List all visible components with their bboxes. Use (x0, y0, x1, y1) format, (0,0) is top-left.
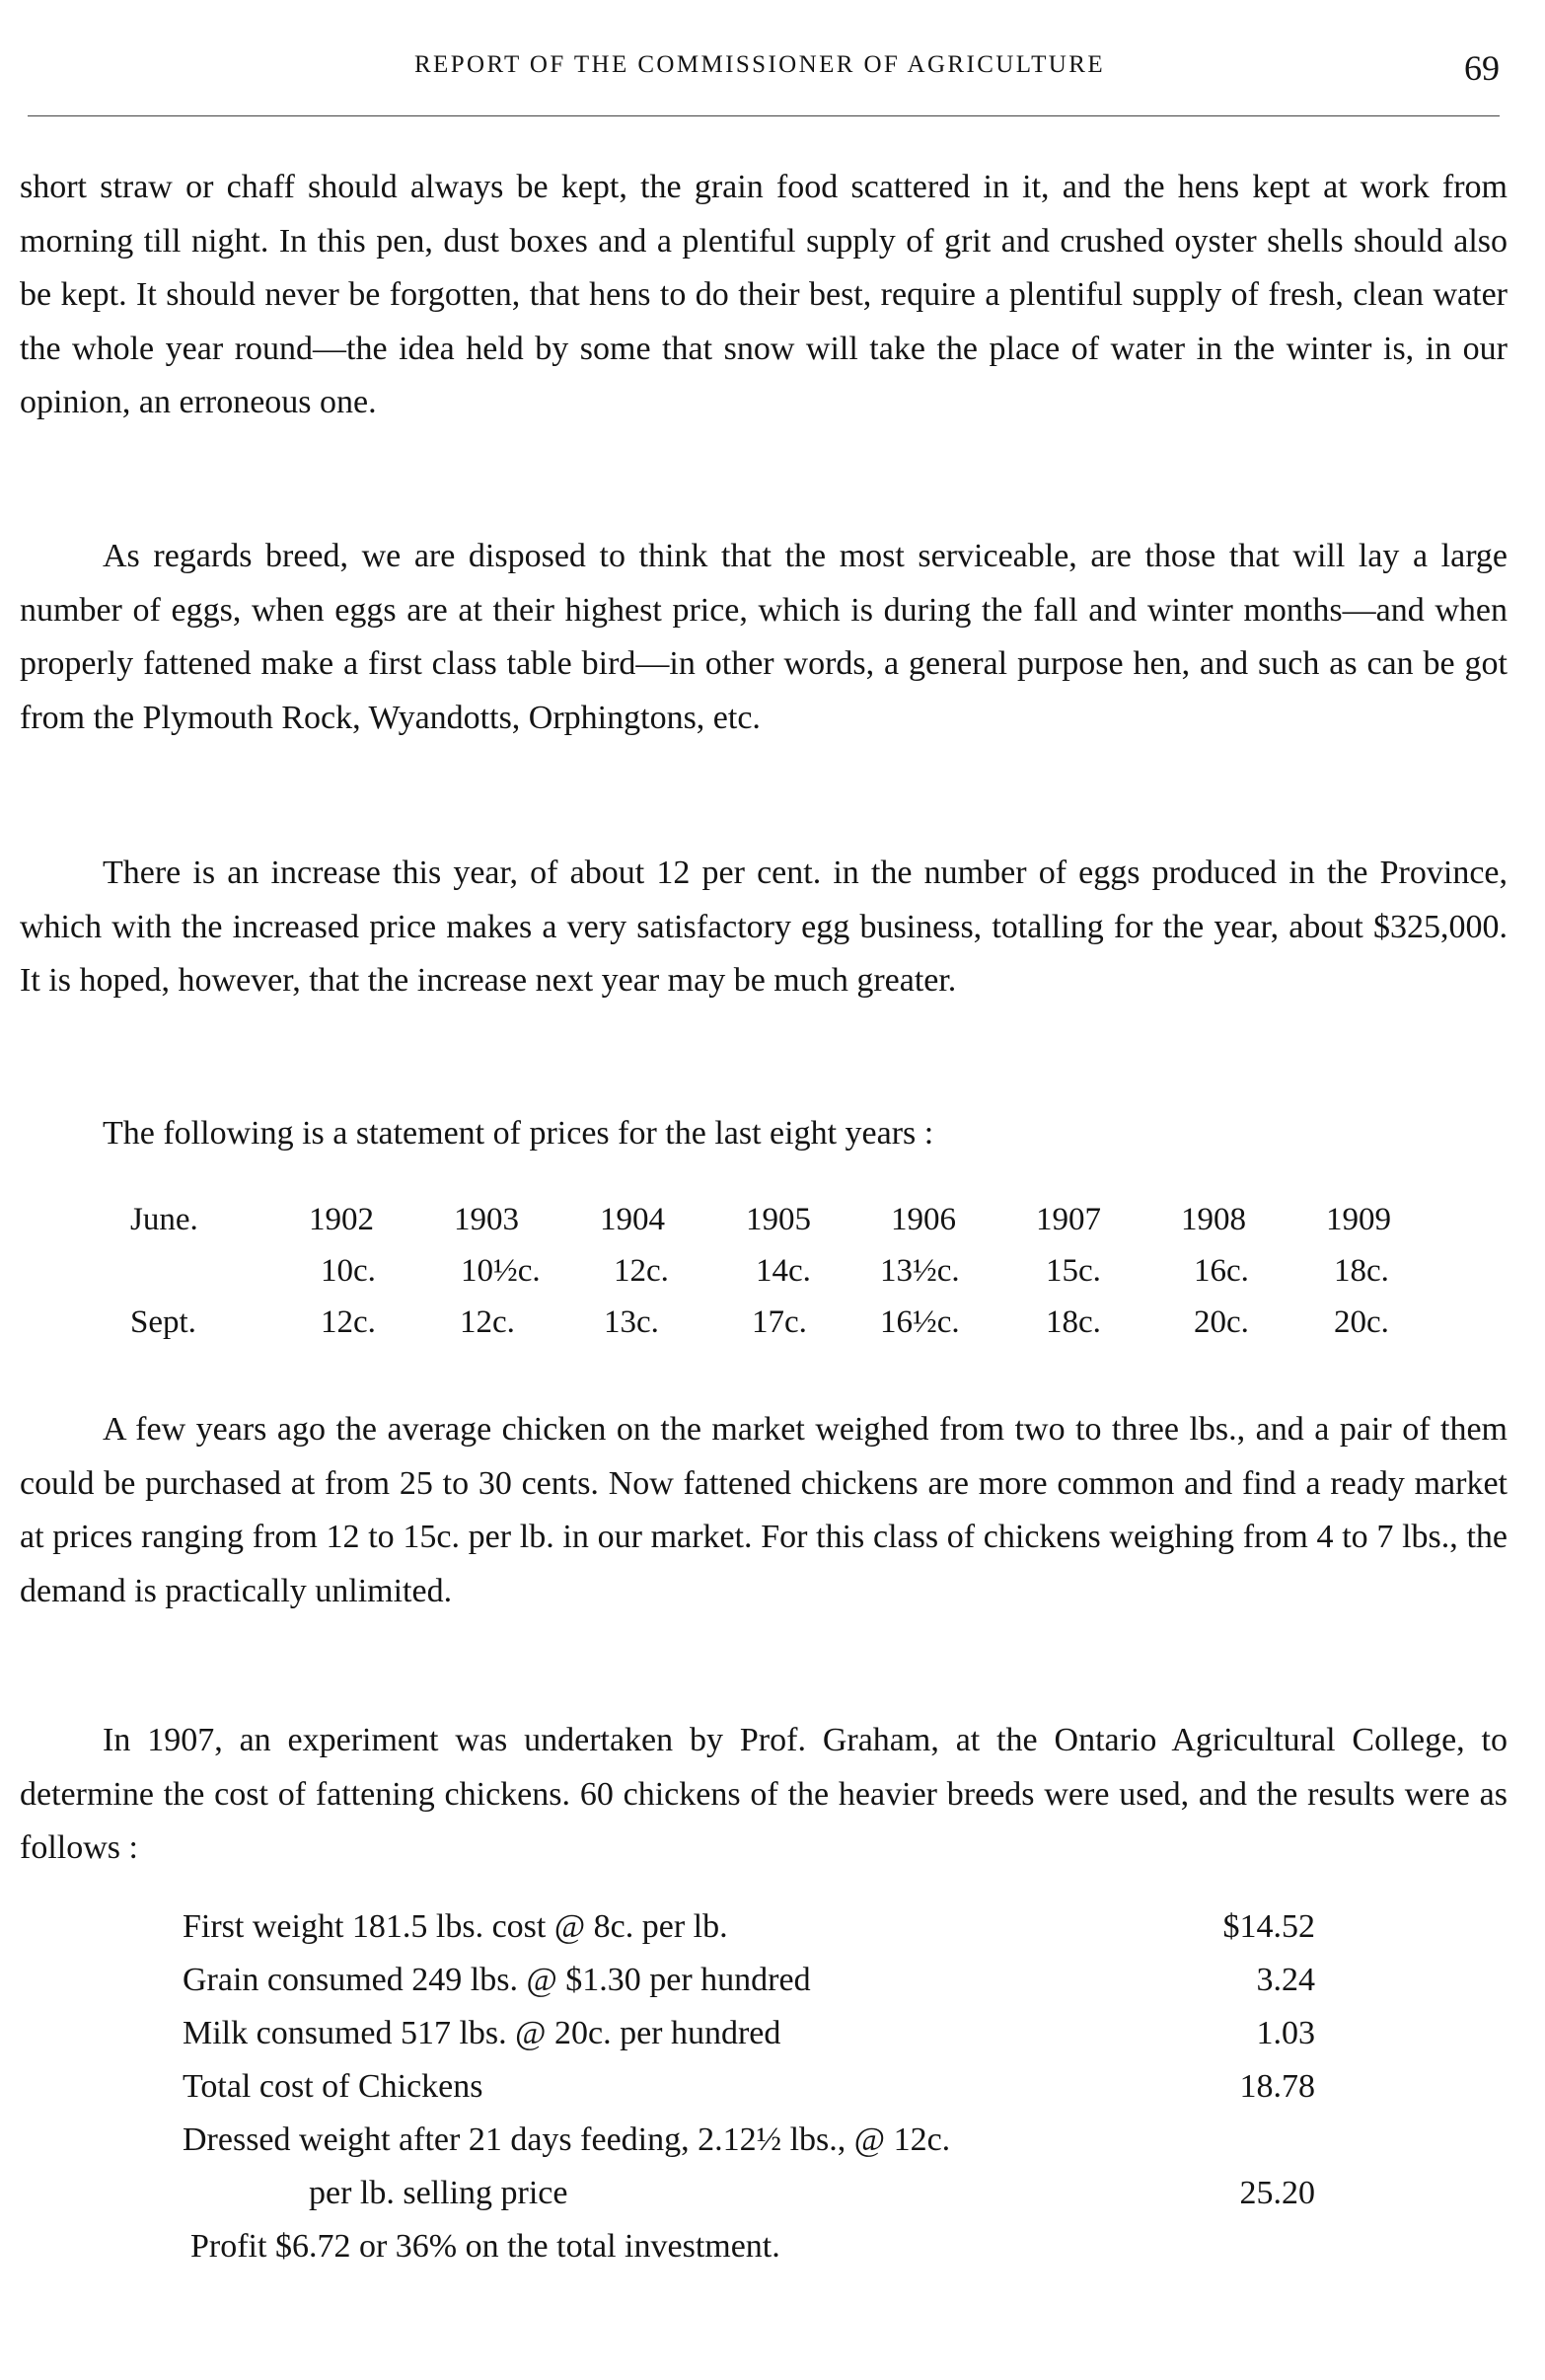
year-cell: 1903 (454, 1202, 519, 1237)
june-price-cell: 10½c. (461, 1253, 541, 1289)
cost-amount: $14.52 (1222, 1908, 1315, 1945)
cost-description: per lb. selling price (309, 2175, 568, 2211)
row-label-sept: Sept. (130, 1304, 196, 1340)
cost-row (183, 2015, 1366, 2068)
running-head (20, 48, 1500, 91)
sept-price-cell: 18c. (1046, 1304, 1101, 1340)
cost-description: Total cost of Chickens (183, 2068, 483, 2105)
cost-row (183, 1962, 1366, 2015)
year-cell: 1904 (600, 1202, 665, 1237)
profit-row (183, 2228, 1366, 2281)
cost-description: Milk consumed 517 lbs. @ 20c. per hundred (183, 2015, 781, 2051)
sept-price-cell: 16½c. (880, 1304, 960, 1340)
cost-amount: 3.24 (1256, 1962, 1315, 1998)
june-price-cell: 16c. (1194, 1253, 1249, 1289)
year-cell: 1907 (1036, 1202, 1101, 1237)
sept-price-cell: 20c. (1334, 1304, 1389, 1340)
june-price-cell: 18c. (1334, 1253, 1389, 1289)
cost-description: Grain consumed 249 lbs. @ $1.30 per hundred (183, 1962, 811, 1998)
price-row-years (20, 1202, 1500, 1247)
price-row-sept (20, 1304, 1500, 1350)
paragraph-continuation: short straw or chaff should always be kept, the grain food scattered in it, and the hens kept at work from morning till night. In this pen, dust boxes and a plentiful supply of grit and crushed oyster shells should also be kept. It should never be forgotten, that hens to do their best, require a plentiful supply of fresh, clean water the whole year round—the idea held by some that snow will take the place of water in the winter is, in our opinion, an erroneous one. (20, 169, 1508, 420)
cost-row (183, 2068, 1366, 2121)
page-number: 69 (1464, 48, 1500, 88)
cost-description: First weight 181.5 lbs. cost @ 8c. per lb. (183, 1908, 728, 1945)
june-price-cell: 14c. (756, 1253, 811, 1289)
paragraph-prices-intro: The following is a statement of prices for the last eight years : (103, 1115, 934, 1152)
sept-price-cell: 12c. (321, 1304, 376, 1340)
cost-row (183, 2121, 1366, 2175)
cost-row (183, 2175, 1366, 2228)
sept-price-cell: 17c. (752, 1304, 807, 1340)
price-row-june (20, 1253, 1500, 1299)
sept-price-cell: 20c. (1194, 1304, 1249, 1340)
year-cell: 1909 (1326, 1202, 1391, 1237)
header-rule (28, 115, 1500, 116)
paragraph-experiment: In 1907, an experiment was undertaken by Prof. Graham, at the Ontario Agricultural College, to determine the cost of fattening chickens. 60 chickens of the heavier breeds were used, and the results were as follows : (20, 1722, 1508, 1866)
paragraph-breed: As regards breed, we are disposed to think that the most serviceable, are those that will lay a large number of eggs, when eggs are at their highest price, which is during the fall and winter months—and when properly fattened make a first class table bird—in other words, a general purpose hen, and such as can be got from the Plymouth Rock, Wyandotts, Orphingtons, etc. (20, 538, 1508, 736)
june-price-cell: 10c. (321, 1253, 376, 1289)
cost-amount: 25.20 (1239, 2175, 1315, 2211)
sept-price-cell: 12c. (460, 1304, 515, 1340)
profit-statement: Profit $6.72 or 36% on the total investment. (190, 2228, 780, 2265)
cost-row (183, 1908, 1366, 1962)
year-cell: 1906 (891, 1202, 956, 1237)
june-price-cell: 12c. (614, 1253, 669, 1289)
june-price-cell: 13½c. (880, 1253, 960, 1289)
paragraph-eggs: There is an increase this year, of about 12 per cent. in the number of eggs produced in the Province, which with the increased price makes a very satisfactory egg business, totalling for the year, about $325,000. It is hoped, however, that the increase next year may be much greater. (20, 855, 1508, 999)
sept-price-cell: 13c. (604, 1304, 659, 1340)
running-title: REPORT OF THE COMMISSIONER OF AGRICULTURE (413, 51, 1105, 78)
year-cell: 1905 (746, 1202, 811, 1237)
cost-amount: 18.78 (1239, 2068, 1315, 2105)
paragraph-market: A few years ago the average chicken on the market weighed from two to three lbs., and a pair of them could be purchased at from 25 to 30 cents. Now fattened chickens are more common and find a ready market at prices ranging from 12 to 15c. per lb. in our market. For this class of chickens weighing from 4 to 7 lbs., the demand is practically unlimited. (20, 1411, 1508, 1609)
cost-description: Dressed weight after 21 days feeding, 2.12½ lbs., @ 12c. (183, 2121, 951, 2158)
year-cell: 1908 (1181, 1202, 1246, 1237)
row-label-june: June. (130, 1202, 198, 1237)
year-cell: 1902 (309, 1202, 374, 1237)
june-price-cell: 15c. (1046, 1253, 1101, 1289)
cost-amount: 1.03 (1256, 2015, 1315, 2051)
